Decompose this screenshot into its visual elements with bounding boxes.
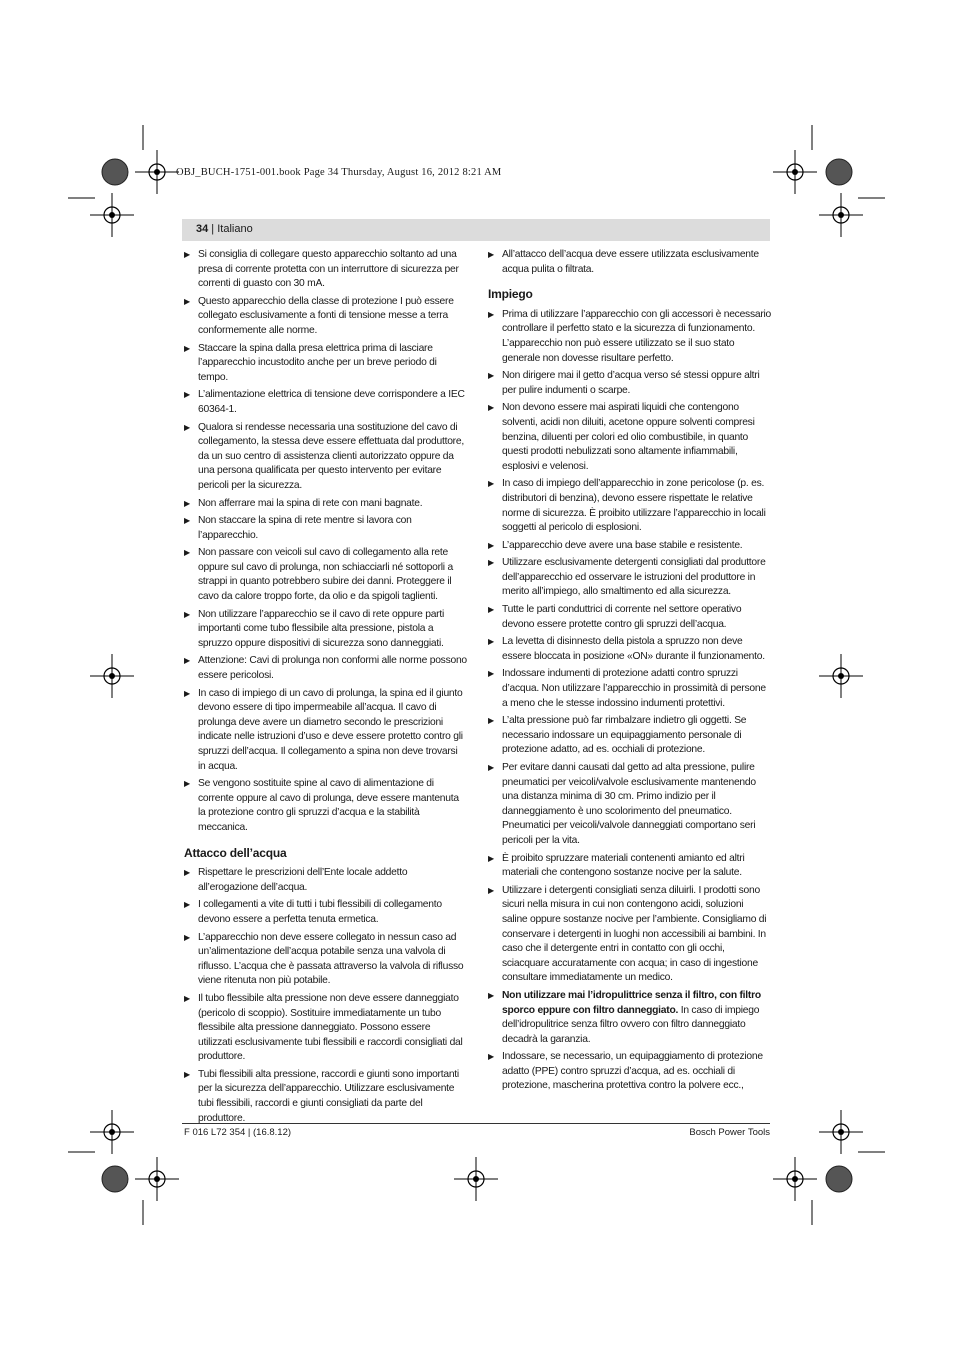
footer-doc-code: F 016 L72 354 | (16.8.12) (184, 1127, 292, 1138)
filter-warning-rest: In caso di impiego dell’idropulitrice senza filtro ovvero con filtro danneggiato decadrà la garanzia. (502, 1004, 760, 1045)
list-item (184, 514, 467, 543)
list-item (184, 342, 467, 386)
list-item (184, 388, 467, 417)
bullet-icon: ▶ (488, 479, 494, 489)
footer-rule (182, 1123, 770, 1124)
bullet-icon: ▶ (488, 605, 494, 615)
bullet-icon: ▶ (184, 932, 190, 942)
list-item-text: L’apparecchio non deve essere collegato in nessun caso ad un’alimentazione dell’acqua potabile senza una valvola di riflusso. L’acqua che è passata attraverso la valvola di riflusso viene ritenuta non più potabile. (198, 931, 464, 987)
bullet-icon: ▶ (184, 548, 190, 558)
bullet-icon: ▶ (488, 558, 494, 568)
bullet-icon: ▶ (488, 403, 494, 413)
list-item-ppe (488, 1050, 771, 1094)
list-item-text: Staccare la spina dalla presa elettrica prima di lasciare l’apparecchio incustodito anche per un breve periodo di tempo. (198, 342, 437, 383)
list-item-text: Si consiglia di collegare questo apparecchio soltanto ad una presa di corrente protetta con un interruttore di sicurezza per correnti di guasto con 30 mA. (198, 249, 459, 290)
bullet-icon: ▶ (184, 390, 190, 400)
list-item-text: Se vengono sostituite spine al cavo di alimentazione di corrente oppure al cavo di prolunga, deve essere mantenuta la protezione contro gli spruzzi d’acqua e la stabilità meccanica. (198, 778, 459, 833)
bullet-icon: ▶ (184, 498, 190, 508)
list-item-text: Prima di utilizzare l’apparecchio con gli accessori è necessario controllare il perfetto stato e la sicurezza di funzionamento. L’apparecchio non può essere utilizzato se il suo stato generale non dovesse risultare perfetto. (502, 308, 772, 364)
bullet-icon: ▶ (184, 609, 190, 619)
page-header (196, 223, 253, 235)
list-item-text: Non devono essere mai aspirati liquidi che contengono solventi, acidi non diluiti, acetone oppure solventi compresi benzina, diluenti per colori ed olio combustibile, in quanto questi prodotti nebulizzati sono altamente infiammabili, esplosivi e velenosi. (502, 402, 755, 472)
list-item (488, 852, 771, 881)
list-item-text: L’apparecchio deve avere una base stabile e resistente. (502, 539, 743, 551)
bullet-icon: ▶ (488, 540, 494, 550)
bullet-icon: ▶ (184, 343, 190, 353)
ppe-text: Indossare, se necessario, un equipaggiamento di protezione adatto (PPE) contro spruzzi d’acqua, ad es. occhiali di protezione, mascherina protettiva contro la polvere ecc., (502, 1051, 763, 1092)
list-item-text: Per evitare danni causati dal getto ad alta pressione, pulire pneumatici per veicoli/valvole esclusivamente mantenendo una distanza minima di 30 cm. Primo indizio per il danneggiamento è uno scolorimento del pneumatico. Pneumatici per veicoli/valvole danneggiati comportano seri pericoli per la vita. (502, 762, 756, 846)
bullet-icon: ▶ (184, 656, 190, 666)
list-item-text: Utilizzare i detergenti consigliati senza diluirli. I prodotti sono sicuri nella misura in cui non contengono acidi, soluzioni saline oppure sostanze nocive per l’ambiente. Consigliamo di conservare i detergenti in luoghi non accessibili ai bambini. In caso che il detergente entri in contatto con gli occhi, sciacquare accuratamente con acqua; in caso di ingestione consultare immediatamente un medico. (502, 884, 767, 984)
section-heading-usage: Impiego (488, 287, 533, 302)
list-item-text: È proibito spruzzare materiali contenenti amianto ed altri materiali che contengono sostanze nocive per la salute. (502, 852, 745, 879)
print-info-line: OBJ_BUCH-1751-001.book Page 34 Thursday, August 16, 2012 8:21 AM (176, 167, 502, 178)
bullet-icon: ▶ (488, 637, 494, 647)
list-item (184, 898, 467, 927)
list-item-text: Il tubo flessibile alta pressione non deve essere danneggiato (pericolo di scoppio). Sostituire immediatamente un tubo flessibile alta pressione danneggiato. Possono essere utilizzati esclusivamente tubi flessibili e raccordi consigliati dal produttore. (198, 992, 463, 1063)
list-item (488, 761, 771, 849)
list-item (184, 295, 467, 339)
bullet-icon: ▶ (184, 779, 190, 789)
list-item (184, 1068, 467, 1126)
bullet-icon: ▶ (488, 309, 494, 319)
list-item-text: La levetta di disinnesto della pistola a spruzzo non deve essere bloccata in posizione «ON» durante il funzionamento. (502, 636, 765, 662)
list-item-text: Attenzione: Cavi di prolunga non conformi alle norme possono essere pericolosi. (198, 655, 467, 682)
list-item (488, 667, 771, 711)
section-heading-water: Attacco dell’acqua (184, 845, 287, 860)
bullet-icon: ▶ (184, 296, 190, 306)
bullet-icon: ▶ (184, 993, 190, 1003)
list-item-text: Non utilizzare l’apparecchio se il cavo di rete oppure parti importanti come tubo flessibile alta pressione, pistola a spruzzo oppure dispositivi di sicurezza sono danneggiati. (198, 608, 444, 649)
list-item-text: Non passare con veicoli sul cavo di collegamento alla rete oppure sul cavo di prolunga, non schiacciarli né sottoporli a strappi in quanto potrebbero subire dei danni. Proteggere il cavo da calore troppo forte, da olio e da spigoli taglienti. (198, 547, 453, 603)
list-item-text: I collegamenti a vite di tutti i tubi flessibili di collegamento devono essere a perfetta tenuta ermetica. (198, 899, 442, 925)
bullet-icon: ▶ (184, 250, 190, 259)
list-item (184, 931, 467, 989)
footer-brand: Bosch Power Tools (689, 1127, 770, 1138)
bullet-icon: ▶ (184, 868, 190, 878)
left-column (184, 248, 467, 1129)
list-item (184, 608, 467, 652)
list-item (184, 777, 467, 835)
bullet-icon: ▶ (488, 763, 494, 772)
list-item (488, 369, 771, 398)
list-item (488, 308, 771, 366)
bullet-icon: ▶ (184, 422, 190, 432)
list-item-text: Non dirigere mai il getto d’acqua verso sé stessi oppure altri per pulire indumenti o scarpe. (502, 370, 760, 396)
list-item (184, 248, 467, 292)
list-item (488, 884, 771, 986)
list-item (488, 635, 771, 664)
list-item (488, 603, 771, 632)
bullet-icon: ▶ (488, 669, 494, 679)
list-item-text: In caso di impiego dell’apparecchio in zone pericolose (p. es. distributori di benzina), devono essere rispettate le relative norme di sicurezza. È proibito utilizzare l’apparecchio in locali soggetti al pericolo di esplosioni. (502, 478, 766, 534)
bullet-icon: ▶ (184, 516, 190, 526)
bullet-icon: ▶ (488, 1052, 494, 1062)
header-language: Italiano (217, 223, 253, 235)
water-items (184, 866, 467, 1126)
header-separator: | (208, 223, 218, 235)
list-item-text: In caso di impiego di un cavo di prolunga, la spina ed il giunto devono essere di tipo impermeabile all’acqua. Il cavo di prolunga deve avere un diametro secondo le prescrizioni indicate nelle istruzioni d’uso e deve essere protetto contro gli spruzzi dell’acqua. Il collegamento a spina non deve trovarsi in acqua. (198, 687, 463, 772)
bullet-icon: ▶ (488, 885, 494, 895)
bullet-icon: ▶ (488, 250, 494, 259)
list-item (184, 992, 467, 1065)
list-item-text: L’alta pressione può far rimbalzare indietro gli oggetti. Se necessario indossare un equipaggiamento personale di protezione adatto, ad es. occhiali di protezione. (502, 715, 747, 756)
list-item (184, 687, 467, 775)
list-item-text: L’alimentazione elettrica di tensione deve corrispondere a IEC 60364-1. (198, 389, 465, 415)
list-item-text: Questo apparecchio della classe di protezione I può essere collegato esclusivamente a fonti di tensione messe a terra conformemente alle norme. (198, 295, 454, 336)
bullet-icon: ▶ (488, 990, 494, 1000)
page-number: 34 (196, 223, 209, 235)
list-item-text: Indossare indumenti di protezione adatti contro spruzzi d’acqua. Non utilizzare l’apparecchio in prossimità di persone a meno che le stesse indossino indumenti protettivi. (502, 668, 766, 709)
right-column (488, 248, 771, 1097)
list-item (184, 546, 467, 604)
list-item (488, 477, 771, 535)
bullet-icon: ▶ (184, 900, 190, 910)
list-item (488, 556, 771, 600)
list-item (184, 866, 467, 895)
bullet-icon: ▶ (488, 716, 494, 726)
page-header-bar (182, 219, 770, 241)
list-item (488, 248, 771, 277)
list-item-text: Utilizzare esclusivamente detergenti consigliati dal produttore dell’apparecchio ed osservare le istruzioni del produttore in merito all’impiego, allo smaltimento ed alla sicurezza. (502, 557, 766, 598)
list-item (184, 421, 467, 494)
left-column-items (184, 248, 467, 836)
list-item-text: Non staccare la spina di rete mentre si lavora con l’apparecchio. (198, 515, 412, 541)
bullet-icon: ▶ (184, 1069, 190, 1079)
filter-warning-bold: Non utilizzare mai l’idropulittrice senza il filtro, con filtro sporco eppure con filtro danneggiato. (502, 989, 761, 1016)
list-item (488, 714, 771, 758)
bullet-icon: ▶ (184, 688, 190, 698)
list-item (184, 497, 467, 512)
bullet-icon: ▶ (488, 853, 494, 863)
right-column-items (488, 248, 771, 277)
list-item-filter-warning (488, 989, 771, 1047)
list-item (488, 401, 771, 474)
usage-items (488, 308, 771, 986)
list-item-text: Non afferrare mai la spina di rete con mani bagnate. (198, 497, 423, 509)
list-item-text: Qualora si rendesse necessaria una sostituzione del cavo di collegamento, la stessa deve essere effettuata dal produttore, da un suo centro di assistenza clienti autorizzato oppure da una persona qualificata per questo intervento per evitare pericoli per la sicurezza. (198, 421, 464, 491)
list-item-text: Tubi flessibili alta pressione, raccordi e giunti sono importanti per la sicurezza dell’apparecchio. Utilizzare esclusivamente tubi flessibili, raccordi e giunti consigliati da parte del produttore. (198, 1068, 459, 1124)
list-item-text: Tutte le parti conduttrici di corrente nel settore operativo devono essere protette contro gli spruzzi dell’acqua. (502, 604, 742, 630)
list-item-text: Rispettare le prescrizioni dell’Ente locale addetto all’erogazione dell’acqua. (198, 867, 408, 893)
bullet-icon: ▶ (488, 371, 494, 381)
list-item (184, 654, 467, 683)
list-item (488, 539, 771, 554)
list-item-text: All’attacco dell’acqua deve essere utilizzata esclusivamente acqua pulita o filtrata. (502, 249, 759, 275)
